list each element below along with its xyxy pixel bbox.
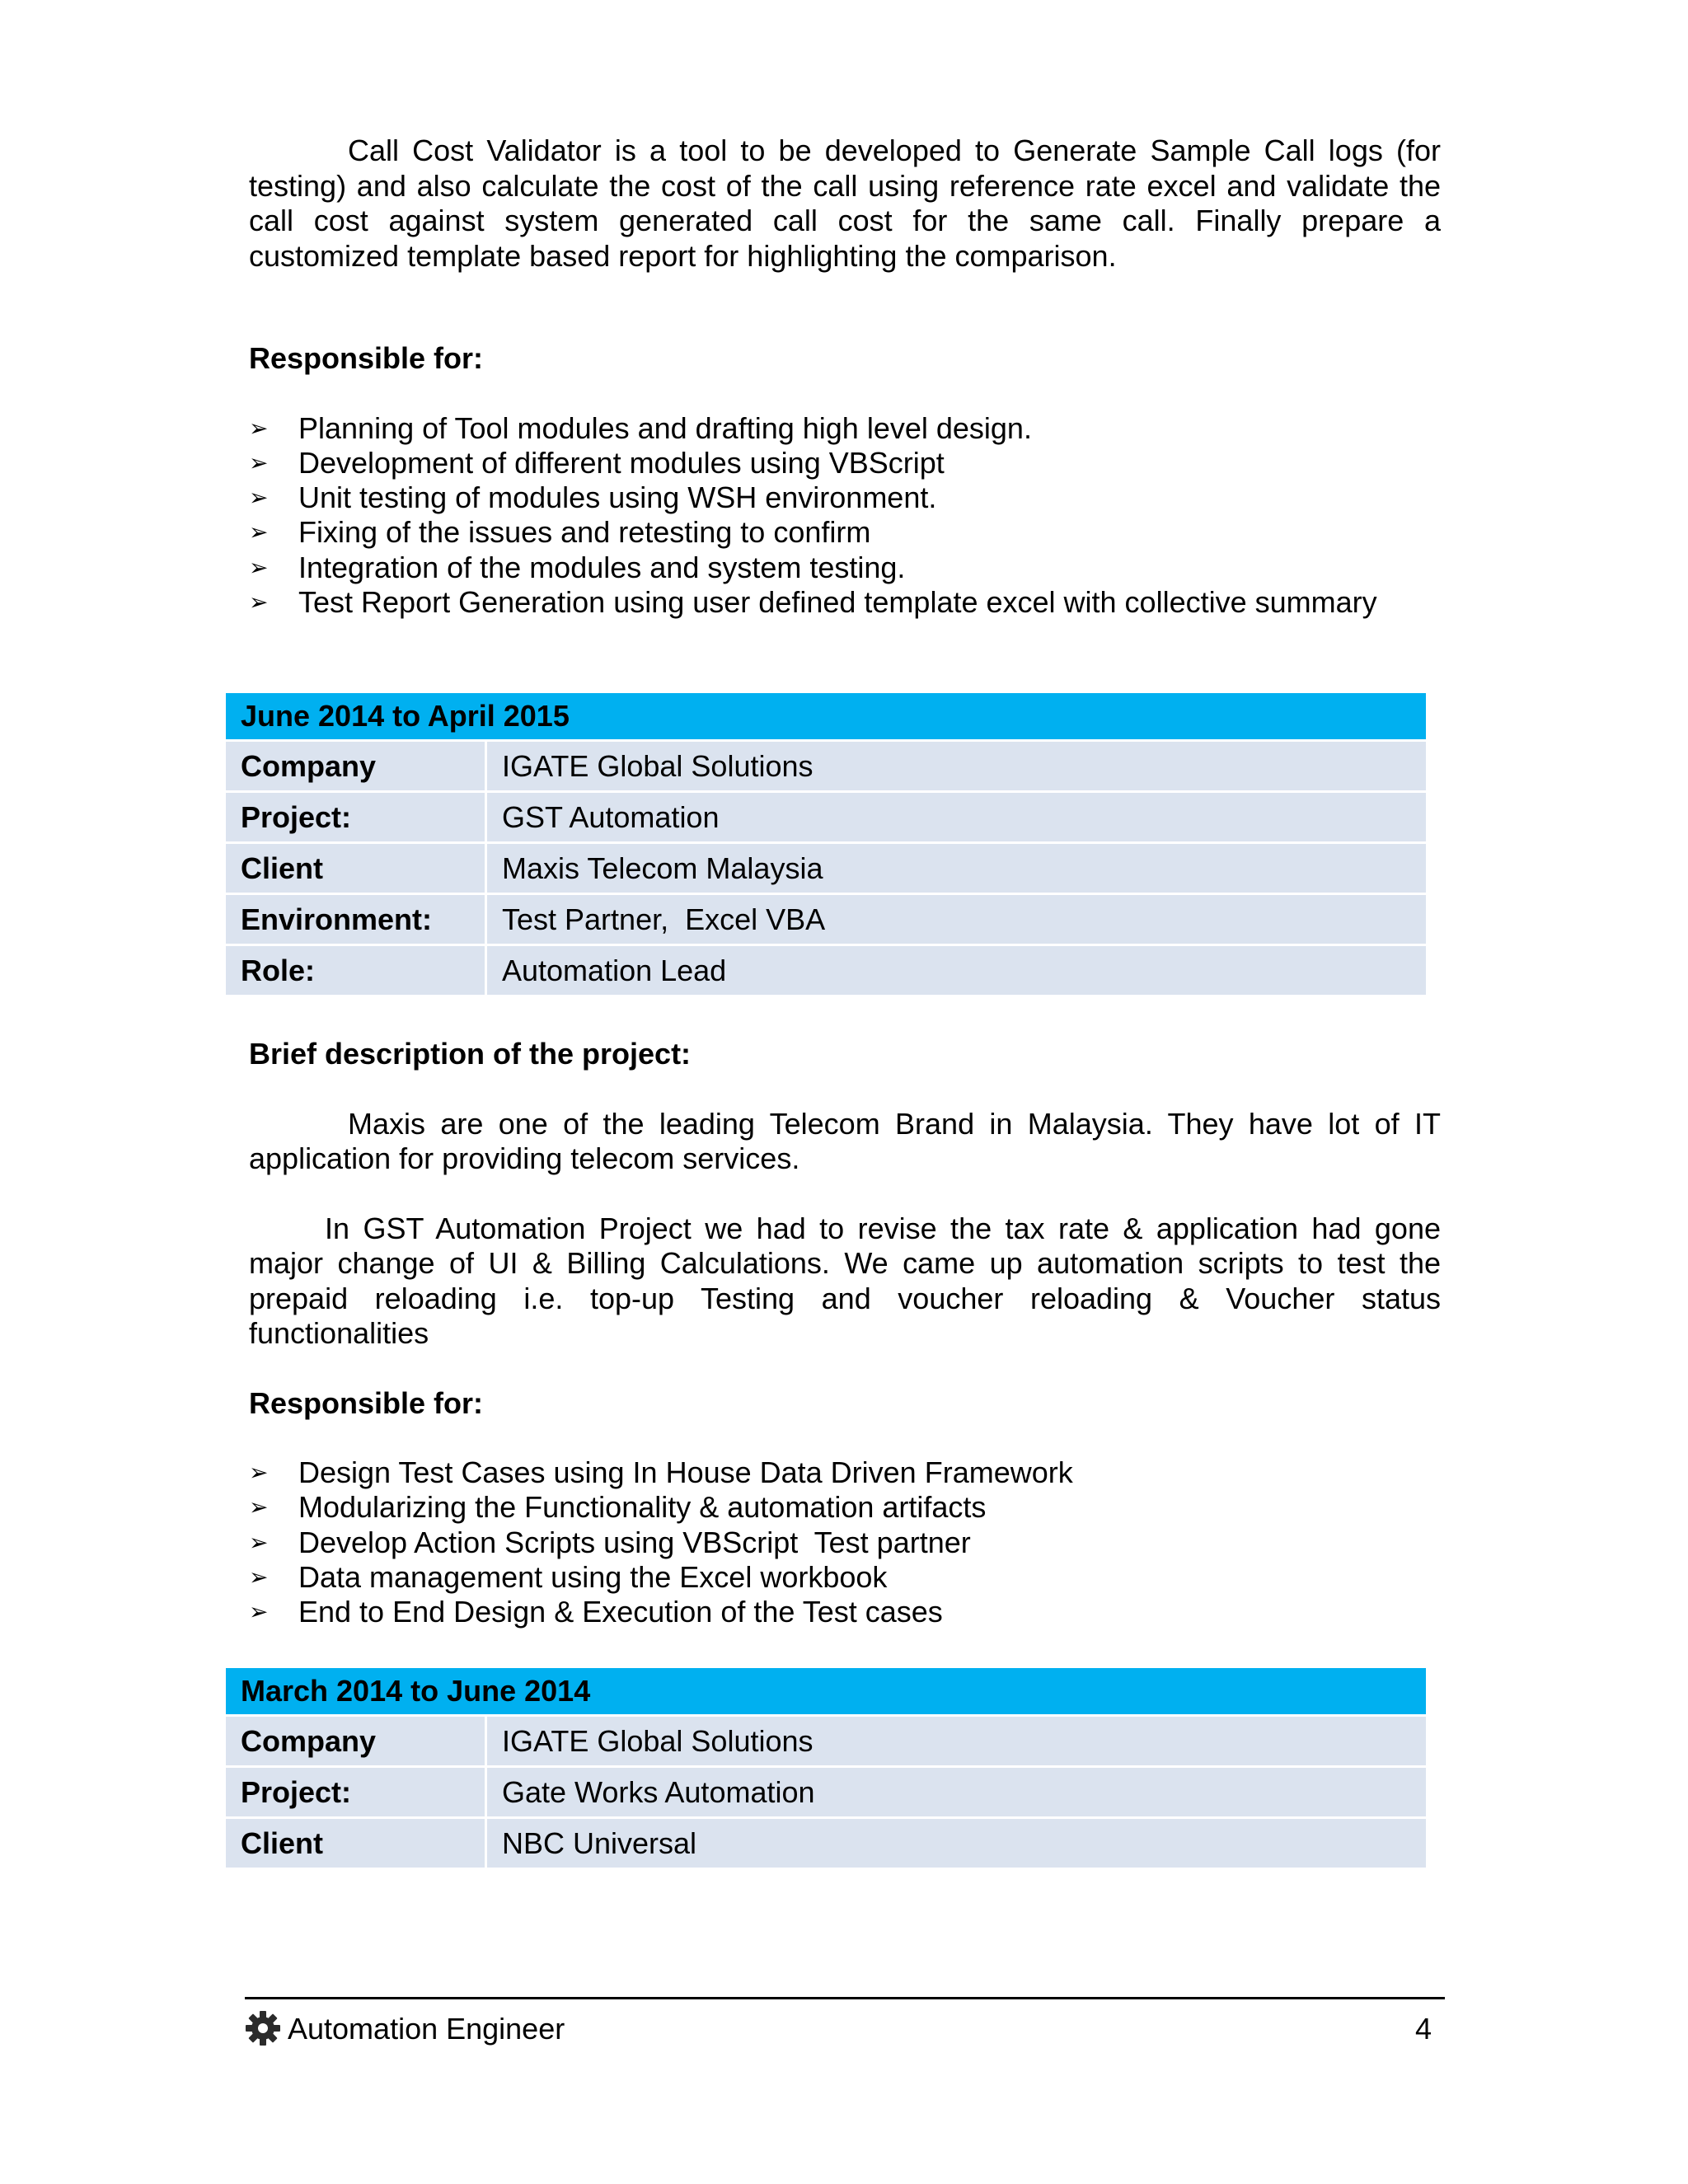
table-row <box>225 741 1428 792</box>
intro-responsibility-list <box>249 411 1441 621</box>
list-item: ➢ Planning of Tool modules and drafting high level design. <box>249 410 1032 445</box>
table-row <box>225 1818 1428 1869</box>
brief-description-heading: Brief description of the project: <box>249 1037 692 1071</box>
row-label: Project: <box>225 792 486 843</box>
row-value: IGATE Global Solutions <box>486 1716 1428 1767</box>
row-value: Automation Lead <box>486 945 1428 996</box>
list-item: ➢ Unit testing of modules using WSH environment. <box>249 480 937 515</box>
footer-title: Automation Engineer <box>288 2012 565 2046</box>
list-item: ➢ End to End Design & Execution of the Test cases <box>249 1595 943 1629</box>
arrow-bullet-icon: ➢ <box>249 588 269 616</box>
project-paragraph-1: Maxis are one of the leading Telecom Brand in Malaysia. They have lot of IT application for providing telecom services. <box>249 1106 1441 1175</box>
table-row <box>225 894 1428 945</box>
arrow-bullet-icon: ➢ <box>249 1459 269 1486</box>
table-row <box>225 792 1428 843</box>
table-row <box>225 1716 1428 1767</box>
row-value: IGATE Global Solutions <box>486 741 1428 792</box>
arrow-bullet-icon: ➢ <box>249 1528 269 1556</box>
list-item: ➢ Integration of the modules and system testing. <box>249 550 906 584</box>
arrow-bullet-icon: ➢ <box>249 1563 269 1591</box>
table-row <box>225 945 1428 996</box>
gear-icon <box>245 2010 281 2046</box>
arrow-bullet-icon: ➢ <box>249 448 269 476</box>
arrow-bullet-icon: ➢ <box>249 1493 269 1521</box>
responsible-heading-1: Responsible for: <box>249 341 484 375</box>
list-item: ➢ Design Test Cases using In House Data Driven Framework <box>249 1455 1073 1489</box>
row-value: GST Automation <box>486 792 1428 843</box>
job-table-march-2014 <box>223 1666 1428 1870</box>
row-label: Project: <box>225 1767 486 1818</box>
list-item: ➢ Data management using the Excel workbook <box>249 1559 888 1594</box>
row-label: Client <box>225 1818 486 1869</box>
arrow-bullet-icon: ➢ <box>249 484 269 512</box>
job1-description <box>249 1037 1441 1629</box>
row-label: Company <box>225 741 486 792</box>
table-row <box>225 1767 1428 1818</box>
job-period: June 2014 to April 2015 <box>225 692 1428 741</box>
arrow-bullet-icon: ➢ <box>249 414 269 442</box>
arrow-bullet-icon: ➢ <box>249 1598 269 1626</box>
row-label: Client <box>225 843 486 894</box>
table-header-row <box>225 1667 1428 1716</box>
job-table-june-2014 <box>223 691 1428 997</box>
list-item: ➢ Test Report Generation using user defined template excel with collective summary <box>249 584 1377 619</box>
job1-responsibility-list <box>249 1455 1441 1629</box>
list-item: ➢ Develop Action Scripts using VBScript Test partner <box>249 1525 971 1559</box>
job-period: March 2014 to June 2014 <box>225 1667 1428 1716</box>
arrow-bullet-icon: ➢ <box>249 553 269 581</box>
table-header-row <box>225 692 1428 741</box>
list-item: ➢ Modularizing the Functionality & automation artifacts <box>249 1490 987 1525</box>
page-footer <box>245 2008 1445 2050</box>
list-item: ➢ Development of different modules using VBScript <box>249 445 945 480</box>
footer-divider <box>245 1997 1445 1999</box>
intro-paragraph: Call Cost Validator is a tool to be developed to Generate Sample Call logs (for testing) and also calculate the cost of the call using reference rate excel and validate the call cost against system generated call cost for the same call. Finally prepare a customized template based report for highlighting the comparison. <box>249 134 1441 273</box>
project-paragraph-2: In GST Automation Project we had to revise the tax rate & application had gone major change of UI & Billing Calculations. We came up automation scripts to test the prepaid reloading i.e. top-up Testing and voucher reloading & Voucher status functionalities <box>249 1211 1441 1350</box>
row-value: Maxis Telecom Malaysia <box>486 843 1428 894</box>
row-label: Company <box>225 1716 486 1767</box>
row-value: Test Partner, Excel VBA <box>486 894 1428 945</box>
responsible-heading-2: Responsible for: <box>249 1385 484 1420</box>
row-label: Role: <box>225 945 486 996</box>
page-content <box>249 134 1441 620</box>
row-value: Gate Works Automation <box>486 1767 1428 1818</box>
list-item: ➢ Fixing of the issues and retesting to confirm <box>249 515 871 550</box>
page-number: 4 <box>1414 2012 1432 2046</box>
table-row <box>225 843 1428 894</box>
row-label: Environment: <box>225 894 486 945</box>
arrow-bullet-icon: ➢ <box>249 518 269 546</box>
row-value: NBC Universal <box>486 1818 1428 1869</box>
